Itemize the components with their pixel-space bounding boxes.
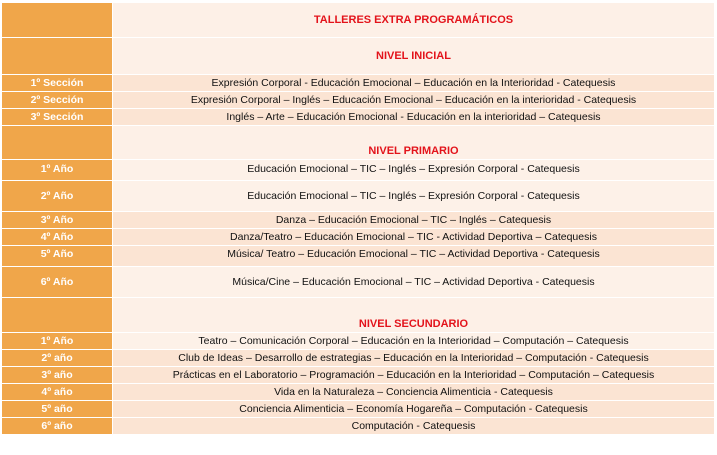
table-row (2, 181, 714, 211)
table-row (2, 212, 714, 228)
section-left-cell (2, 38, 112, 74)
row-text: Inglés – Arte – Educación Emocional - Educación en la interioridad – Catequesis (113, 109, 714, 125)
row-text: Música/ Teatro – Educación Emocional – TIC – Actividad Deportiva - Catequesis (113, 246, 714, 266)
row-text: Educación Emocional – TIC – Inglés – Expresión Corporal - Catequesis (113, 181, 714, 211)
table-row (2, 418, 714, 434)
table-row (2, 350, 714, 366)
row-label: 1º Año (2, 333, 112, 349)
row-text: Teatro – Comunicación Corporal – Educación en la Interioridad – Computación – Catequesis (113, 333, 714, 349)
row-text: Club de Ideas – Desarrollo de estrategias – Educación en la Interioridad – Computación - Catequesis (113, 350, 714, 366)
row-label: 6º año (2, 418, 112, 434)
title-left-cell (2, 3, 112, 37)
table-row (2, 333, 714, 349)
table-row (2, 109, 714, 125)
section-left-cell (2, 126, 112, 159)
row-label: 3º Año (2, 212, 112, 228)
section-heading-row (2, 298, 714, 332)
row-label: 6º Año (2, 267, 112, 297)
section-heading-row (2, 38, 714, 74)
row-text: Vida en la Naturaleza – Conciencia Alimenticia - Catequesis (113, 384, 714, 400)
row-text: Danza/Teatro – Educación Emocional – TIC - Actividad Deportiva – Catequesis (113, 229, 714, 245)
row-label: 5º año (2, 401, 112, 417)
row-label: 5º Año (2, 246, 112, 266)
title-row (2, 3, 714, 37)
table-row (2, 75, 714, 91)
table-row (2, 92, 714, 108)
row-label: 1º Sección (2, 75, 112, 91)
section-left-cell (2, 298, 112, 332)
table-title: TALLERES EXTRA PROGRAMÁTICOS (113, 3, 714, 37)
table-row (2, 384, 714, 400)
workshops-table (1, 2, 715, 435)
row-text: Expresión Corporal - Educación Emocional – Educación en la Interioridad - Catequesis (113, 75, 714, 91)
row-text: Conciencia Alimenticia – Economía Hogareña – Computación - Catequesis (113, 401, 714, 417)
table-row (2, 267, 714, 297)
row-label: 2º Sección (2, 92, 112, 108)
table-row (2, 246, 714, 266)
section-heading-inicial: NIVEL INICIAL (113, 38, 714, 74)
row-label: 3º Sección (2, 109, 112, 125)
table-row (2, 229, 714, 245)
row-text: Computación - Catequesis (113, 418, 714, 434)
row-text: Prácticas en el Laboratorio – Programación – Educación en la Interioridad – Computación – Catequesis (113, 367, 714, 383)
section-heading-row (2, 126, 714, 159)
row-label: 4º Año (2, 229, 112, 245)
row-label: 4º año (2, 384, 112, 400)
row-label: 3º año (2, 367, 112, 383)
table-row (2, 401, 714, 417)
section-heading-primario: NIVEL PRIMARIO (113, 126, 714, 159)
row-text: Expresión Corporal – Inglés – Educación Emocional – Educación en la interioridad - Catequesis (113, 92, 714, 108)
row-text: Educación Emocional – TIC – Inglés – Expresión Corporal - Catequesis (113, 160, 714, 180)
section-heading-secundario: NIVEL SECUNDARIO (113, 298, 714, 332)
row-label: 2º Año (2, 181, 112, 211)
table-row (2, 367, 714, 383)
row-text: Danza – Educación Emocional – TIC – Inglés – Catequesis (113, 212, 714, 228)
row-label: 1º Año (2, 160, 112, 180)
row-label: 2º año (2, 350, 112, 366)
table-row (2, 160, 714, 180)
row-text: Música/Cine – Educación Emocional – TIC – Actividad Deportiva - Catequesis (113, 267, 714, 297)
